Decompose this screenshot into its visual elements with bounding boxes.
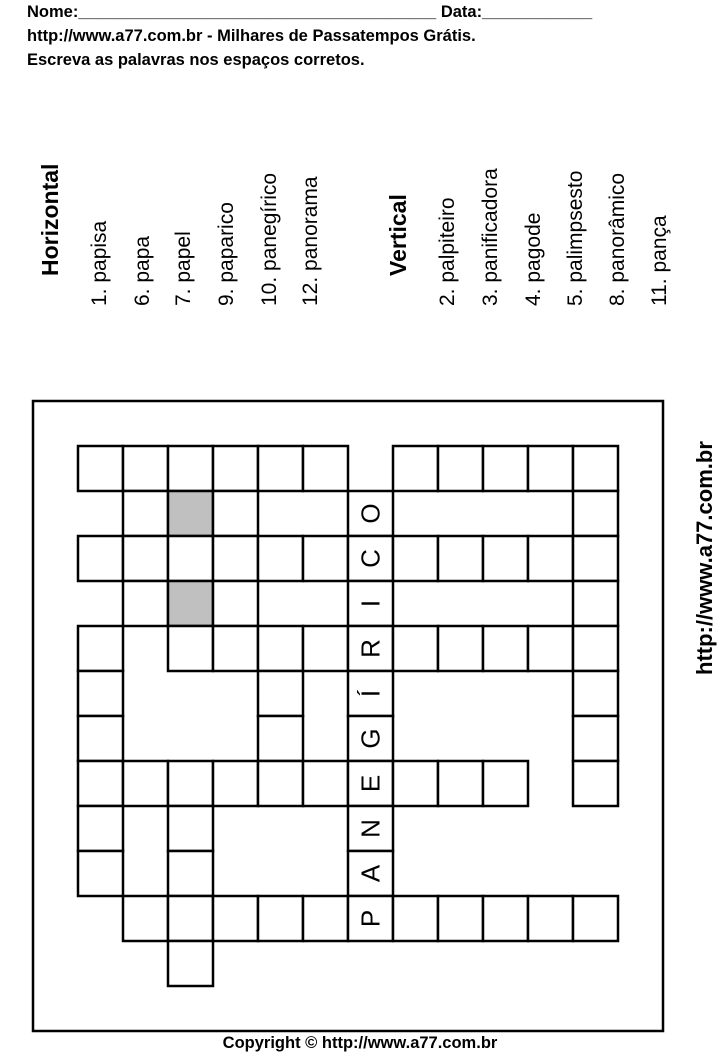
grid-cell[interactable] <box>438 761 483 806</box>
grid-cell[interactable] <box>258 761 303 806</box>
grid-cell[interactable] <box>303 761 348 806</box>
grid-cell[interactable] <box>528 896 573 941</box>
grid-cell[interactable] <box>168 761 213 806</box>
grid-cell[interactable] <box>123 491 168 536</box>
horizontal-title: Horizontal <box>37 163 63 276</box>
grid-cell[interactable] <box>168 851 213 896</box>
grid-cell[interactable] <box>438 896 483 941</box>
name-label: Nome: <box>27 3 79 21</box>
grid-cell[interactable] <box>213 446 258 491</box>
grid-cell[interactable] <box>573 671 618 716</box>
given-letter: E <box>355 774 386 793</box>
grid-cell[interactable] <box>483 761 528 806</box>
given-letter: C <box>355 549 386 568</box>
grid-cell[interactable] <box>303 626 348 671</box>
grid-cell[interactable] <box>438 536 483 581</box>
vertical-clue: 8. panorâmico <box>606 172 629 306</box>
grid-cell[interactable] <box>78 761 123 806</box>
grid-cell[interactable] <box>213 491 258 536</box>
vertical-clue: 5. palimpsesto <box>564 170 587 306</box>
horizontal-clue: 12. panorama <box>299 176 322 306</box>
horizontal-clue: 7. papel <box>172 231 195 306</box>
grid-cell[interactable] <box>258 896 303 941</box>
grid-cell[interactable] <box>573 446 618 491</box>
grid-cell[interactable] <box>303 446 348 491</box>
date-blank[interactable]: ____________ <box>482 3 593 21</box>
grid-cell-shaded <box>168 491 213 536</box>
grid-cell[interactable] <box>258 716 303 761</box>
grid-cell[interactable] <box>78 446 123 491</box>
grid-cell[interactable] <box>573 536 618 581</box>
grid-cell[interactable] <box>528 536 573 581</box>
grid-cell[interactable] <box>393 896 438 941</box>
grid-cell[interactable] <box>168 446 213 491</box>
side-url: http://www.a77.com.br <box>692 441 717 675</box>
grid-cell[interactable] <box>258 536 303 581</box>
given-letter: G <box>355 728 386 749</box>
vertical-clue: 4. pagode <box>522 212 545 306</box>
vertical-clue: 3. panificadora <box>479 168 502 306</box>
grid-cell[interactable] <box>438 446 483 491</box>
copyright: Copyright © http://www.a77.com.br <box>222 1034 498 1052</box>
grid-cell[interactable] <box>78 626 123 671</box>
given-letter: R <box>355 639 386 658</box>
grid-cell[interactable] <box>393 536 438 581</box>
grid-cell[interactable] <box>78 851 123 896</box>
vertical-clue: 11. pança <box>648 215 671 306</box>
grid-cell[interactable] <box>78 806 123 851</box>
grid-cell[interactable] <box>213 761 258 806</box>
grid-cell[interactable] <box>78 716 123 761</box>
grid-cell[interactable] <box>393 626 438 671</box>
grid-cell[interactable] <box>258 626 303 671</box>
grid-cell[interactable] <box>483 626 528 671</box>
horizontal-clue: 9. paparico <box>215 202 238 306</box>
grid-cell[interactable] <box>483 896 528 941</box>
horizontal-clue: 10. panegírico <box>258 172 281 306</box>
grid-cell[interactable] <box>573 896 618 941</box>
given-letter: Í <box>355 689 386 698</box>
grid-cell[interactable] <box>213 626 258 671</box>
given-letter: I <box>355 599 386 608</box>
date-label: Data: <box>440 3 483 21</box>
grid-cell[interactable] <box>168 896 213 941</box>
grid-cell[interactable] <box>168 536 213 581</box>
grid-cell[interactable] <box>123 761 168 806</box>
vertical-title: Vertical <box>385 194 411 276</box>
grid-cell[interactable] <box>213 896 258 941</box>
given-letter: A <box>355 864 386 883</box>
grid-cell[interactable] <box>573 761 618 806</box>
vertical-clue: 2. palpiteiro <box>436 197 459 306</box>
grid-cell[interactable] <box>483 446 528 491</box>
grid-cell[interactable] <box>528 446 573 491</box>
grid-cell[interactable] <box>258 671 303 716</box>
grid-cell[interactable] <box>168 806 213 851</box>
grid-cell[interactable] <box>213 536 258 581</box>
grid-cell[interactable] <box>573 626 618 671</box>
grid-cell[interactable] <box>168 941 213 986</box>
grid-cell[interactable] <box>438 626 483 671</box>
name-blank[interactable]: _______________________________________ <box>78 3 437 21</box>
given-letter: N <box>355 819 386 838</box>
grid-cell[interactable] <box>123 446 168 491</box>
grid-cell[interactable] <box>78 671 123 716</box>
instructions: Escreva as palavras nos espaços corretos. <box>27 51 365 69</box>
horizontal-clue: 6. papa <box>131 235 154 306</box>
given-letter: O <box>355 503 386 524</box>
grid-cell-shaded <box>168 581 213 626</box>
grid-cell[interactable] <box>123 536 168 581</box>
grid-cell[interactable] <box>303 536 348 581</box>
site-line: http://www.a77.com.br - Milhares de Passatempos Grátis. <box>27 27 476 45</box>
grid-cell[interactable] <box>123 896 168 941</box>
grid-cell[interactable] <box>123 581 168 626</box>
given-letter: P <box>355 909 386 928</box>
grid-cell[interactable] <box>393 446 438 491</box>
grid-cell[interactable] <box>573 581 618 626</box>
grid-cell[interactable] <box>78 536 123 581</box>
grid-cell[interactable] <box>573 491 618 536</box>
grid-cell[interactable] <box>483 536 528 581</box>
grid-cell[interactable] <box>258 446 303 491</box>
grid-cell[interactable] <box>528 626 573 671</box>
grid-cell[interactable] <box>213 581 258 626</box>
grid-cell[interactable] <box>168 626 213 671</box>
grid-cell[interactable] <box>573 716 618 761</box>
grid-cell[interactable] <box>303 896 348 941</box>
grid-cell[interactable] <box>393 761 438 806</box>
horizontal-clue: 1. papisa <box>88 220 111 306</box>
